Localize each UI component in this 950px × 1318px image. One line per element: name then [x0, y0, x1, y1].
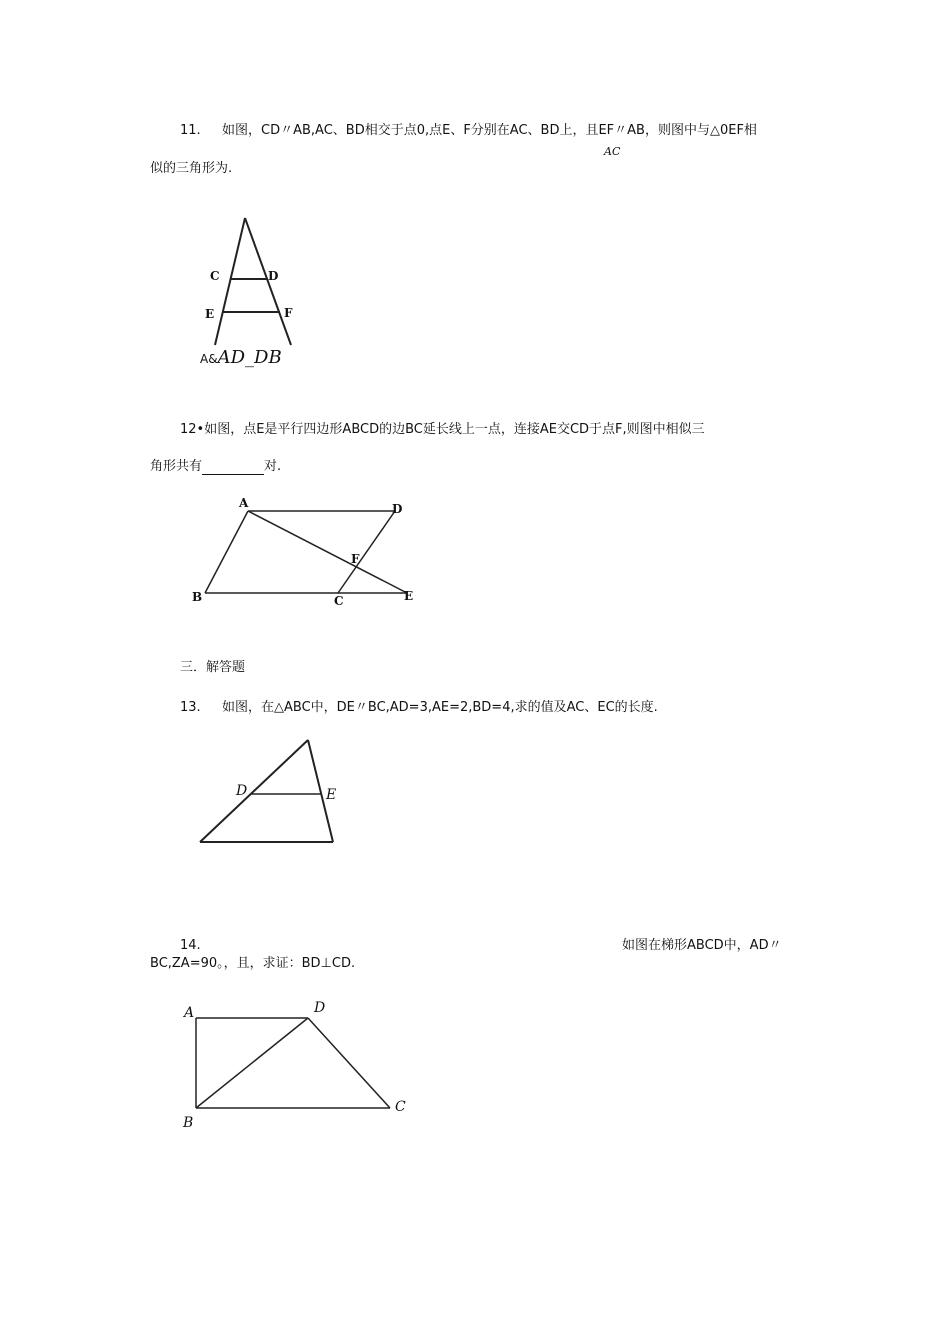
- q11-text-continued: 似的三角形为.: [150, 161, 233, 176]
- q12-side-ab: [205, 511, 248, 593]
- q14-number: 14.: [180, 938, 201, 953]
- q13-label-e: E: [326, 787, 337, 803]
- q13-text: 如图，在△ABC中，DE〃BC,AD=3,AE=2,BD=4,求的值及AC、EC的长度.: [222, 700, 658, 715]
- q12-figure: [185, 495, 420, 610]
- q14-label-b: B: [183, 1115, 194, 1131]
- q11-label-c: C: [210, 269, 220, 283]
- q14-label-a: A: [184, 1005, 195, 1021]
- q11-number: 11.: [180, 123, 201, 138]
- q12-label-d: D: [392, 502, 403, 516]
- q12-text-before-blank: 角形共有: [150, 459, 203, 474]
- q14-diagonal-bd: [196, 1018, 308, 1108]
- q11-caption: [200, 347, 282, 371]
- q13-figure: [190, 730, 350, 850]
- q13-side-ab: [200, 740, 308, 842]
- q12-line-ae: [248, 511, 407, 593]
- q12-side-dc: [338, 511, 395, 593]
- q14-text: 如图在梯形ABCD中，AD〃: [622, 938, 782, 953]
- q11-label-e: E: [205, 307, 215, 321]
- q12-label-f: F: [351, 552, 360, 566]
- q11-superscript: AC: [604, 145, 621, 158]
- q12-label-e: E: [404, 589, 414, 603]
- q11-caption-prefix: A&: [200, 352, 218, 366]
- q12-label-b: B: [192, 590, 203, 604]
- q14-figure: [178, 995, 418, 1135]
- q12-answer-blank: [202, 462, 264, 475]
- q13-number: 13.: [180, 700, 201, 715]
- q11-figure: [195, 210, 305, 350]
- q11-caption-formula: AD_DB: [217, 347, 282, 368]
- q12-label-a: A: [239, 496, 249, 510]
- q14-label-d: D: [314, 1000, 326, 1016]
- q12-text-continued: [150, 459, 281, 475]
- q11-label-f: F: [284, 306, 293, 320]
- q12-text-after-blank: 对.: [264, 459, 282, 474]
- section-3-title: 三．解答题: [180, 660, 246, 675]
- q12-label-c: C: [334, 594, 344, 608]
- q14-side-dc: [308, 1018, 390, 1108]
- q14-label-c: C: [395, 1099, 406, 1115]
- q13-label-d: D: [236, 783, 248, 799]
- q11-text: 如图，CD〃AB,AC、BD相交于点0,点E、F分别在AC、BD上，且EF〃AB，则图中与△0EF相: [222, 123, 757, 138]
- q11-label-d: D: [268, 269, 279, 283]
- q14-text-continued: BC,ZA=90。，且，求证：BD⊥CD.: [150, 956, 356, 971]
- q12-text: 12•如图，点E是平行四边形ABCD的边BC延长线上一点，连接AE交CD于点F,则图中相似三: [180, 422, 705, 437]
